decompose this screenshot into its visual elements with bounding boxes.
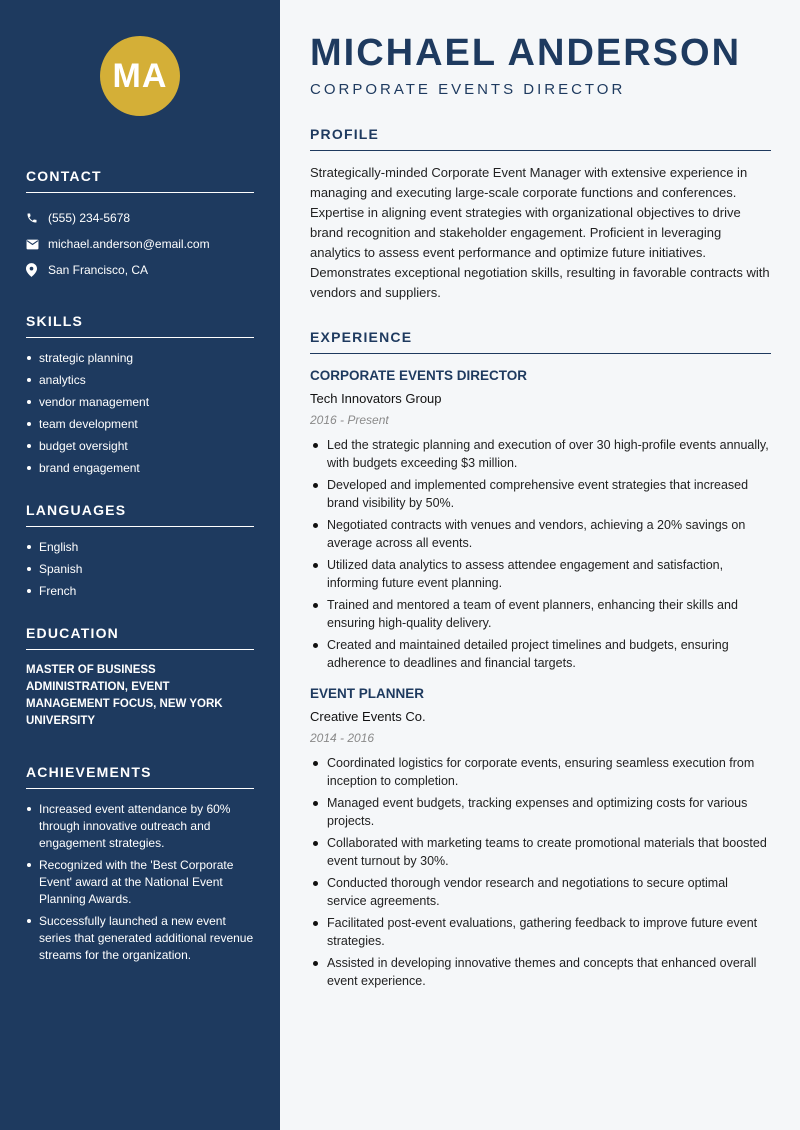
company-name: Tech Innovators Group [310,391,442,406]
achievement-item: Increased event attendance by 60% through innovative outreach and engagement strategies. [26,801,254,852]
experience-title: EXPERIENCE [310,329,771,354]
contact-location [26,257,254,283]
skills-title: SKILLS [26,313,254,338]
job-bullet: Facilitated post-event evaluations, gathering feedback to improve future event strategies. [310,914,771,950]
company-name: Creative Events Co. [310,709,426,724]
contact-section [26,168,254,283]
job-bullet: Conducted thorough vendor research and negotiations to secure optimal service agreements. [310,874,771,910]
skills-list [26,350,254,476]
education-degree: MASTER OF BUSINESS ADMINISTRATION, EVENT MANAGEMENT FOCUS, NEW YORK UNIVERSITY [26,664,223,727]
job-title: CORPORATE EVENTS DIRECTOR [310,368,528,383]
job-bullet: Negotiated contracts with venues and vendors, achieving a 20% savings on average across all events. [310,516,771,552]
job-bullet: Led the strategic planning and execution of over 30 high-profile events annually, with budgets exceeding $3 million. [310,436,771,472]
contact-phone [26,205,254,231]
job-bullets [310,754,771,990]
job-bullet: Created and maintained detailed project timelines and budgets, ensuring adherence to deadlines and financial targets. [310,636,771,672]
initials-avatar: MA [100,36,180,116]
contact-email [26,231,254,257]
job-dates: 2016 - Present [310,413,389,427]
achievements-section [26,764,254,964]
job-entry [310,686,771,990]
job-bullet: Utilized data analytics to assess attendee engagement and satisfaction, informing future event planning. [310,556,771,592]
email-text: michael.anderson@email.com [48,237,210,251]
full-name: MICHAEL ANDERSON [310,32,742,74]
job-bullet: Collaborated with marketing teams to create promotional materials that boosted event turnout by 30%. [310,834,771,870]
languages-section [26,502,254,599]
skill-item: budget oversight [26,438,254,454]
location-pin-icon [26,263,48,277]
language-item: English [26,539,254,555]
profile-section [310,126,771,303]
contact-title: CONTACT [26,168,254,193]
languages-title: LANGUAGES [26,502,254,527]
skill-item: vendor management [26,394,254,410]
profile-title: PROFILE [310,126,771,151]
email-icon [26,239,48,250]
job-bullet: Developed and implemented comprehensive event strategies that increased brand visibility by 50%. [310,476,771,512]
skill-item: brand engagement [26,460,254,476]
job-bullet: Coordinated logistics for corporate events, ensuring seamless execution from inception to completion. [310,754,771,790]
phone-text: (555) 234-5678 [48,211,131,225]
job-bullet: Assisted in developing innovative themes and concepts that enhanced overall event experience. [310,954,771,990]
main-content [280,0,800,1130]
location-text: San Francisco, CA [48,263,149,277]
profile-text: Strategically-minded Corporate Event Manager with extensive experience in managing and executing large-scale corporate functions and conferences. Expertise in aligning event strategies with organizational objectives to drive brand recognition and stakeholder engagement. Proficient in leveraging analytics to assess event performance and optimize future initiatives. Demonstrates exceptional negotiation skills, resulting in favorable contracts with vendors and suppliers. [310,165,770,300]
job-role: CORPORATE EVENTS DIRECTOR [310,81,626,98]
experience-section [310,329,771,990]
skill-item: strategic planning [26,350,254,366]
job-entry [310,368,771,672]
education-title: EDUCATION [26,625,254,650]
skill-item: team development [26,416,254,432]
achievements-title: ACHIEVEMENTS [26,764,254,789]
language-item: Spanish [26,561,254,577]
achievements-list [26,801,254,964]
phone-icon [26,212,48,224]
sidebar [0,0,280,1130]
job-dates: 2014 - 2016 [310,731,375,745]
job-bullet: Managed event budgets, tracking expenses and optimizing costs for various projects. [310,794,771,830]
education-section [26,625,254,730]
skill-item: analytics [26,372,254,388]
language-item: French [26,583,254,599]
achievement-item: Successfully launched a new event series that generated additional revenue streams for the organization. [26,913,254,964]
skills-section [26,313,254,476]
achievement-item: Recognized with the 'Best Corporate Event' award at the National Event Planning Awards. [26,857,254,908]
languages-list [26,539,254,599]
job-bullets [310,436,771,672]
job-bullet: Trained and mentored a team of event planners, enhancing their skills and ensuring high-quality delivery. [310,596,771,632]
job-title: EVENT PLANNER [310,686,425,701]
